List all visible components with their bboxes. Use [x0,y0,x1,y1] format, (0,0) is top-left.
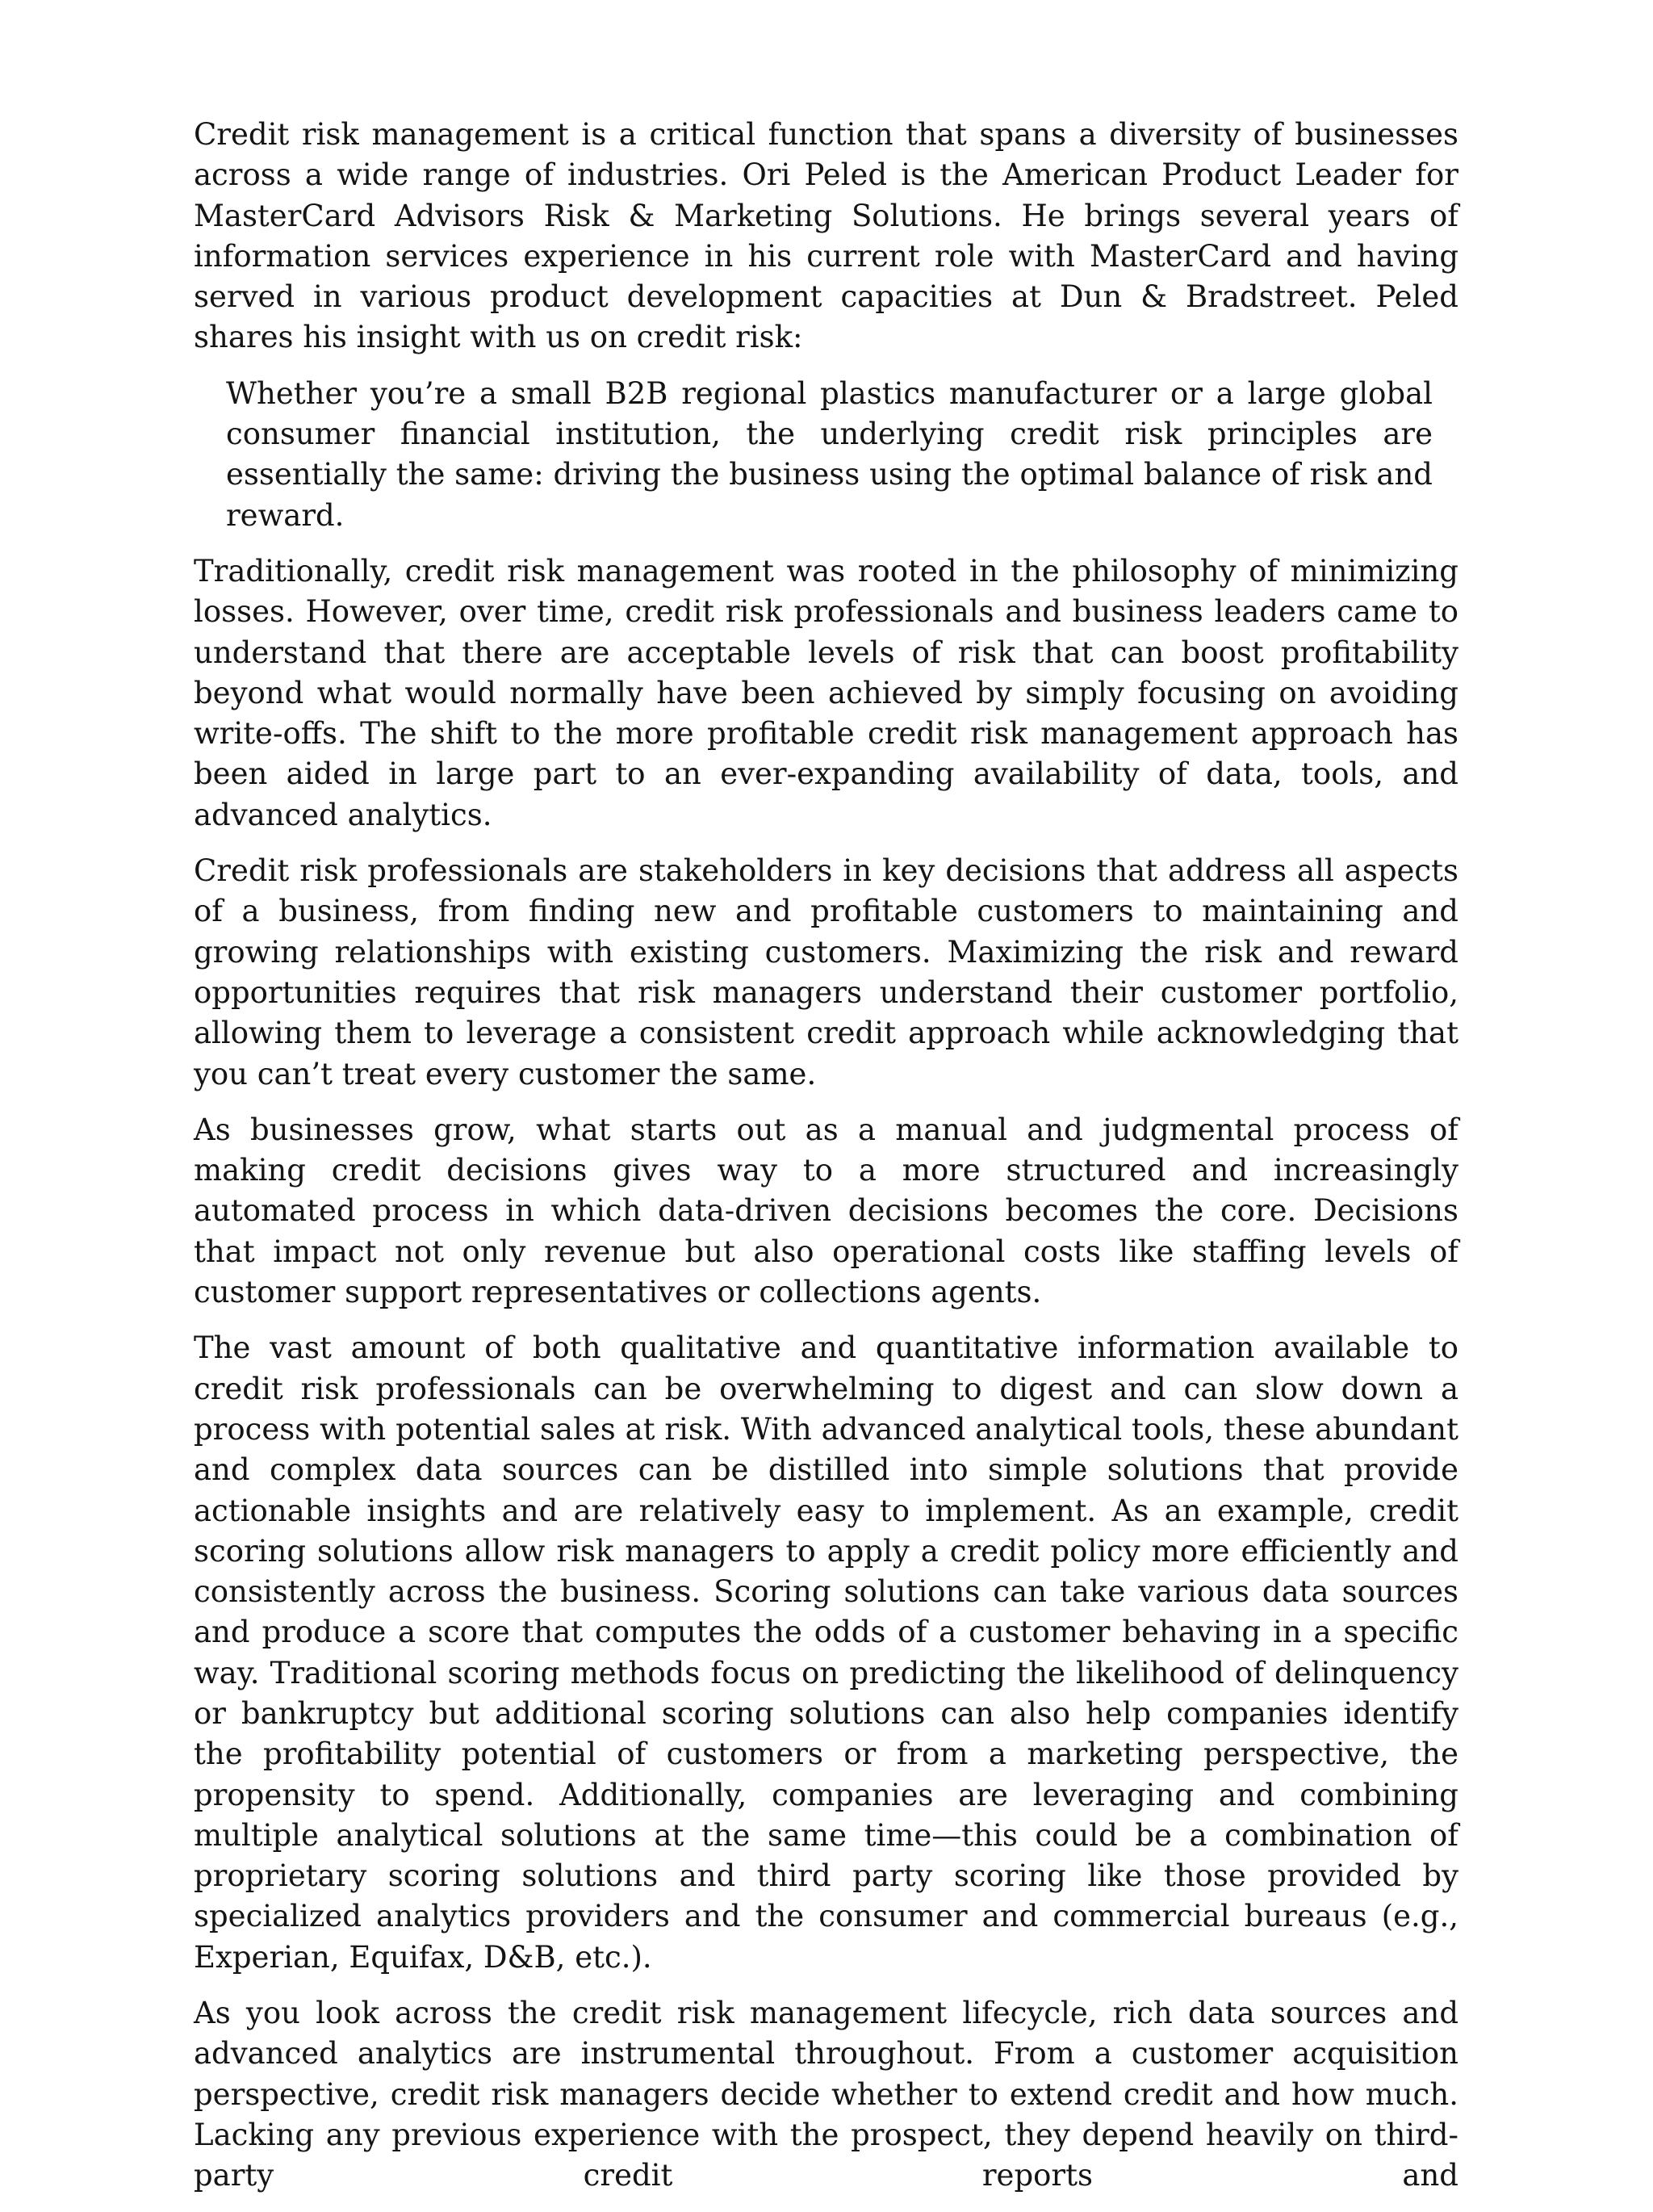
paragraph-traditionally: Traditionally, credit risk management was rooted in the philosophy of minimizing losses. However, over time, credit risk professionals and business leaders came to understand that there are acceptable levels of risk that can boost profitability beyond what would normally have been achieved by simply focusing on avoiding write-offs. The shift to the more profitable credit risk management approach has been aided in large part to an ever-expanding availability of data, tools, and advanced analytics. [194,553,1458,832]
block-quote: Whether you’re a small B2B regional plastics manufacturer or a large global consumer financial institution, the underlying credit risk principles are essentially the same: driving the business using the optimal balance of risk and reward. [226,375,1433,533]
paragraph-businesses-grow: As businesses grow, what starts out as a manual and judgmental process of making credit decisions gives way to a more structured and increasingly automated process in which data-driven decisions becomes the core. Decisions that impact not only revenue but also operational costs like staffing levels of customer support representatives or collections agents. [194,1112,1458,1310]
paragraph-vast-amount: The vast amount of both qualitative and quantitative information available to credit risk professionals can be overwhelming to digest and can slow down a process with potential sales at risk. With advanced analytical tools, these abundant and complex data sources can be distilled into simple solutions that provide actionable insights and are relatively easy to implement. As an example, credit scoring solutions allow risk managers to apply a credit policy more efficiently and consistently across the business. Scoring solutions can take various data sources and produce a score that computes the odds of a customer behaving in a specific way. Traditional scoring methods focus on predicting the likelihood of delinquency or bankruptcy but additional scoring solutions can also help companies identify the profitability potential of customers or from a marketing perspective, the propensity to spend. Additionally, companies are leveraging and combining multiple analytical solutions at the same time—this could be a combination of proprietary scoring solutions and third party scoring like those provided by specialized analytics providers and the consumer and commercial bureaus (e.g., Experian, Equifax, D&B, etc.). [194,1330,1458,1975]
paragraph-intro: Credit risk management is a critical function that spans a diversity of businesses across a wide range of industries. Ori Peled is the American Product Leader for MasterCard Advisors Risk & Marketing Solutions. He brings several years of information services experience in his current role with MasterCard and having served in various product development capacities at Dun & Bradstreet. Peled shares his insight with us on credit risk: [194,117,1458,355]
paragraph-lifecycle: As you look across the credit risk management lifecycle, rich data sources and advanced analytics are instrumental throughout. From a customer acquisition perspective, credit risk managers decide whether to extend credit and how much. Lacking any previous experience with the prospect, they depend heavily on third-party credit reports and [194,1996,1458,2193]
paragraph-stakeholders: Credit risk professionals are stakeholders in key decisions that address all aspects of a business, from finding new and profitable customers to maintaining and growing relationships with existing customers. Maximizing the risk and reward opportunities requires that risk managers understand their customer portfolio, allowing them to leverage a consistent credit approach while acknowledging that you can’t treat every customer the same. [194,853,1458,1091]
document-body [194,115,1458,2212]
